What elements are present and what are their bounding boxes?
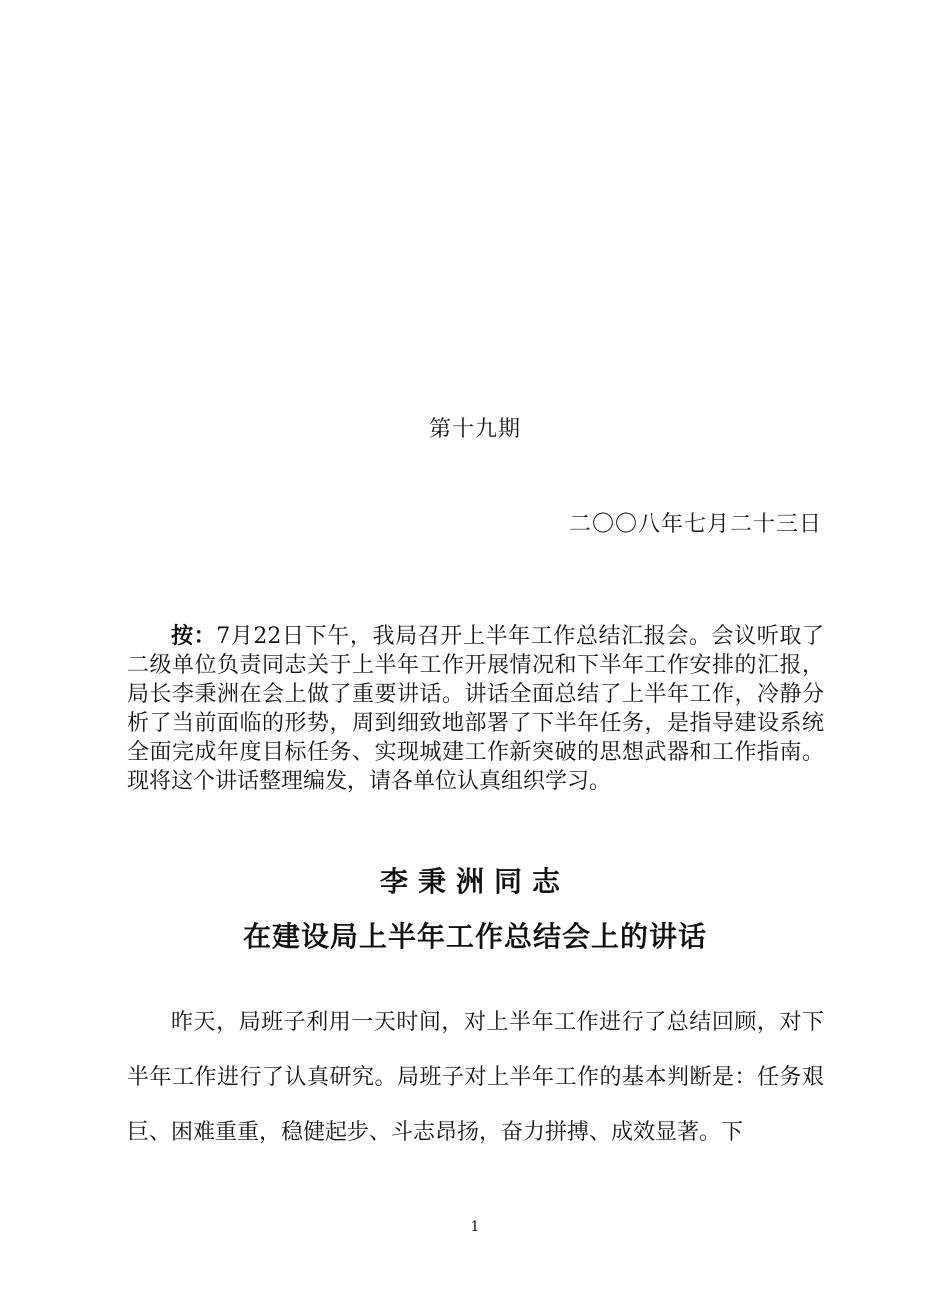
issue-number: 第十九期 <box>428 417 521 442</box>
speech-paragraph: 昨天，局班子利用一天时间，对上半年工作进行了总结回顾，对下半年工作进行了认真研究。局班子对上半年工作的基本判断是：任务艰巨、困难重重，稳健起步、斗志昂扬，奋力拼搏、成效显著。下 <box>127 1010 824 1145</box>
editor-note-label: 按： <box>171 623 217 649</box>
issue-date: 二〇〇八年七月二十三日 <box>568 512 822 537</box>
speaker-name: 李秉洲同志 <box>379 865 570 898</box>
editor-note-text: 7月22日下午，我局召开上半年工作总结汇报会。会议听取了二级单位负责同志关于上半年工作开展情况和下半年工作安排的汇报，局长李秉洲在会上做了重要讲话。讲话全面总结了上半年工作，冷静分析了当前面临的形势，周到细致地部署了下半年任务，是指导建设系统全面完成年度目标任务、实现城建工作新突破的思想武器和工作指南。现将这个讲话整理编发，请各单位认真组织学习。 <box>127 624 824 794</box>
speech-title: 在建设局上半年工作总结会上的讲话 <box>242 920 707 953</box>
page-number: 1 <box>470 1219 480 1235</box>
editor-note <box>127 622 824 796</box>
